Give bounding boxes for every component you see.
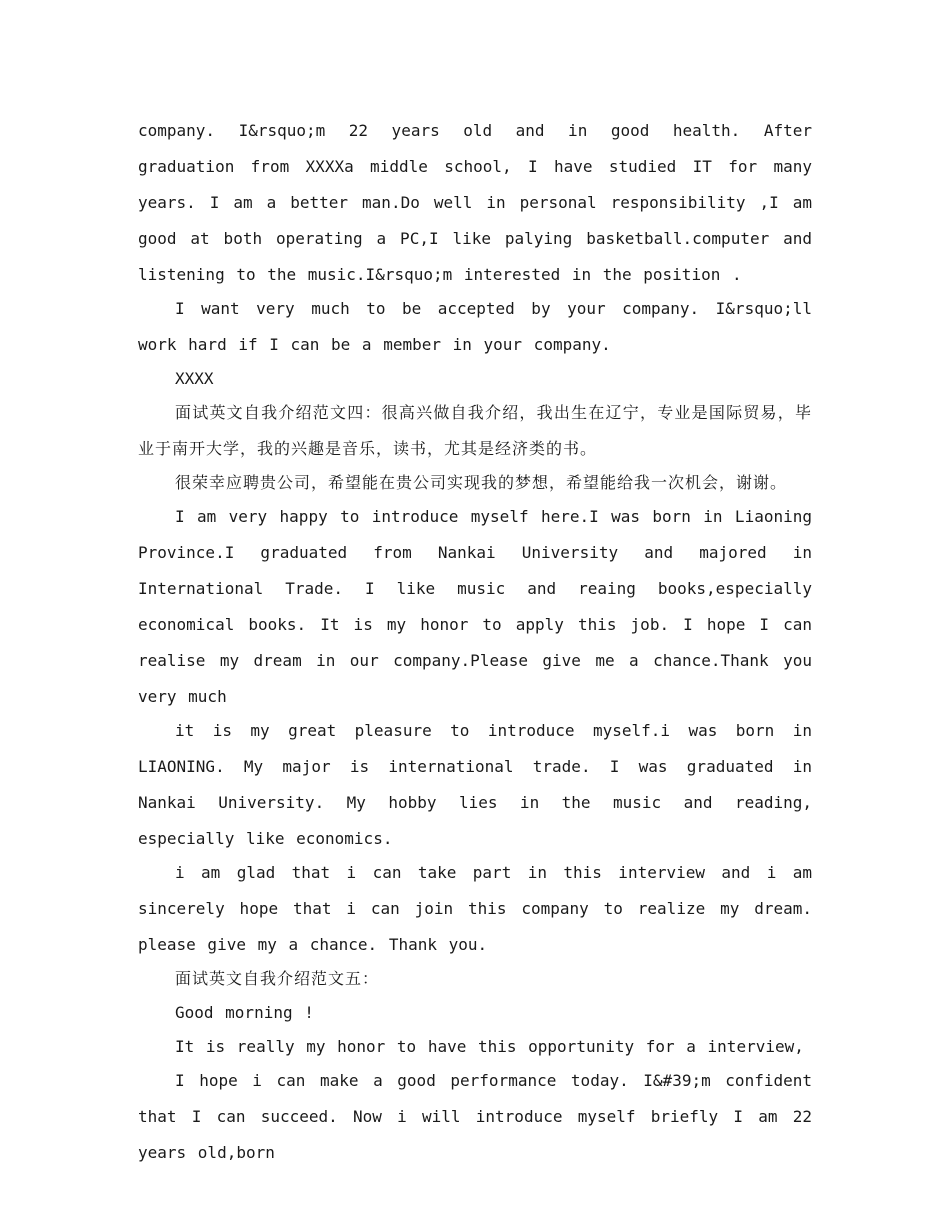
paragraph-great-pleasure: it is my great pleasure to introduce myself.i was born in LIAONING. My major is international trade. I was graduated in Nankai University. My hobby lies in the music and reading, especially like economics. <box>138 721 812 848</box>
paragraph-sample-four-heading: 面试英文自我介绍范文四：很高兴做自我介绍，我出生在辽宁，专业是国际贸易，毕业于南开大学，我的兴趣是音乐，读书，尤其是经济类的书。 <box>138 403 812 458</box>
paragraph-good-performance: I hope i can make a good performance today. I&#39;m confident that I can succeed. Now i will introduce myself briefly I am 22 years old,born <box>138 1071 812 1162</box>
document-page <box>138 113 812 1171</box>
paragraph-good-morning: Good morning ! <box>175 1003 314 1022</box>
paragraph-liaoning-intro: I am very happy to introduce myself here.I was born in Liaoning Province.I graduated from Nankai University and majored in International Trade. I like music and reaing books,especially economical books. It is my honor to apply this job. I hope I can realise my dream in our company.Please give me a chance.Thank you very much <box>138 507 812 706</box>
paragraph-sample-four-thanks: 很荣幸应聘贵公司，希望能在贵公司实现我的梦想，希望能给我一次机会，谢谢。 <box>175 473 788 492</box>
paragraph-signature: XXXX <box>175 369 214 388</box>
paragraph-intro-health: company. I&rsquo;m 22 years old and in good health. After graduation from XXXXa middle school, I have studied IT for many years. I am a better man.Do well in personal responsibility ,I am good at both operating a PC,I like palying basketball.computer and listening to the music.I&rsquo;m interested in the position . <box>138 121 812 284</box>
paragraph-honor-opportunity: It is really my honor to have this opportunity for a interview, <box>175 1037 804 1056</box>
paragraph-glad-interview: i am glad that i can take part in this interview and i am sincerely hope that i can join this company to realize my dream. please give my a chance. Thank you. <box>138 863 812 954</box>
paragraph-accepted: I want very much to be accepted by your company. I&rsquo;ll work hard if I can be a member in your company. <box>138 299 812 354</box>
paragraph-sample-five-heading: 面试英文自我介绍范文五： <box>175 969 380 988</box>
